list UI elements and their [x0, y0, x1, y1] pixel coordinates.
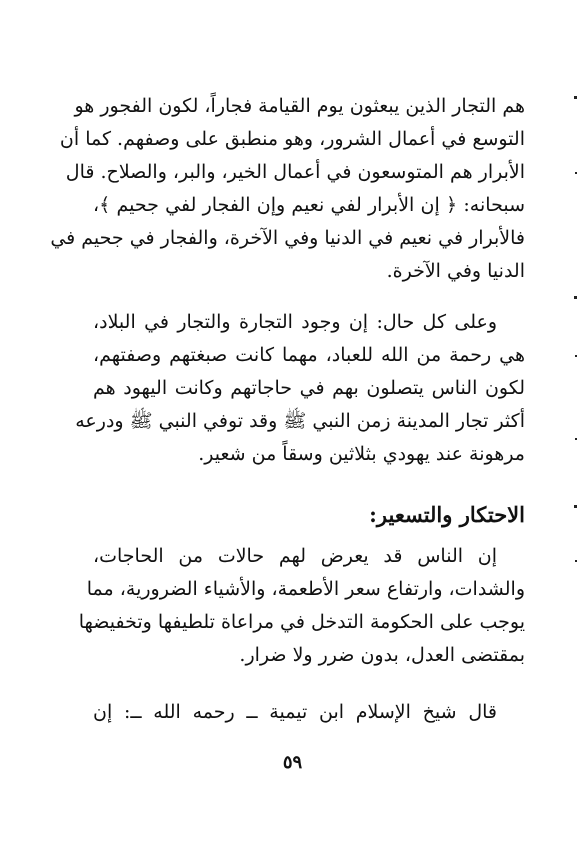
scan-speck: [575, 560, 577, 562]
scan-speck: [575, 355, 577, 357]
text-line: مرهونة عند يهودي بثلاثين وسقاً من شعير.: [198, 443, 525, 465]
text-line: بمقتضى العدل، بدون ضرر ولا ضرار.: [239, 644, 525, 666]
text-line: فالأبرار في نعيم في الدنيا وفي الآخرة، والفجار في جحيم في: [50, 227, 525, 249]
text-line: هي رحمة من الله للعباد، مهما كانت صبغتهم وصفتهم،: [93, 344, 525, 366]
text-line: إن الناس قد يعرض لهم حالات من الحاجات،: [93, 545, 497, 567]
text-line: وعلى كل حال: إن وجود التجارة والتجار في البلاد،: [93, 311, 497, 333]
scan-speck: [575, 172, 577, 174]
text-line: الأبرار هم المتوسعون في أعمال الخير، والبر، والصلاح. قال: [65, 161, 525, 183]
text-line: التوسع في أعمال الشرور، وهو منطبق على وصفهم. كما أن: [59, 128, 525, 150]
paragraph-3: [78, 540, 525, 672]
scan-speck: [574, 296, 577, 299]
text-line: الدنيا وفي الآخرة.: [386, 260, 525, 282]
text-line: سبحانه: ﴿ إن الأبرار لفي نعيم وإن الفجار لفي جحيم ﴾،: [93, 194, 525, 216]
paragraph-4: [93, 696, 525, 729]
scan-speck: [574, 505, 577, 508]
text-line: أكثر تجار المدينة زمن النبي ﷺ وقد توفي النبي ﷺ ودرعه: [75, 410, 525, 432]
scan-speck: [575, 438, 577, 440]
page-number: ٥٩: [282, 752, 303, 773]
paragraph-1: [50, 90, 525, 288]
text-line: لكون الناس يتصلون بهم في حاجاتهم وكانت اليهود هم: [93, 377, 525, 399]
text-line: قال شيخ الإسلام ابن تيمية ــ رحمه الله ــ: إن: [93, 701, 497, 723]
text-line: يوجب على الحكومة التدخل في مراعاة تلطيفها وتخفيضها: [78, 611, 525, 633]
paragraph-2: [75, 306, 525, 471]
scan-speck: [574, 96, 577, 99]
text-line: والشدات، وارتفاع سعر الأطعمة، والأشياء الضرورية، مما: [86, 578, 525, 600]
text-line: هم التجار الذين يبعثون يوم القيامة فجاراً، لكون الفجور هو: [74, 95, 525, 117]
section-heading: الاحتكار والتسعير:: [369, 502, 525, 527]
